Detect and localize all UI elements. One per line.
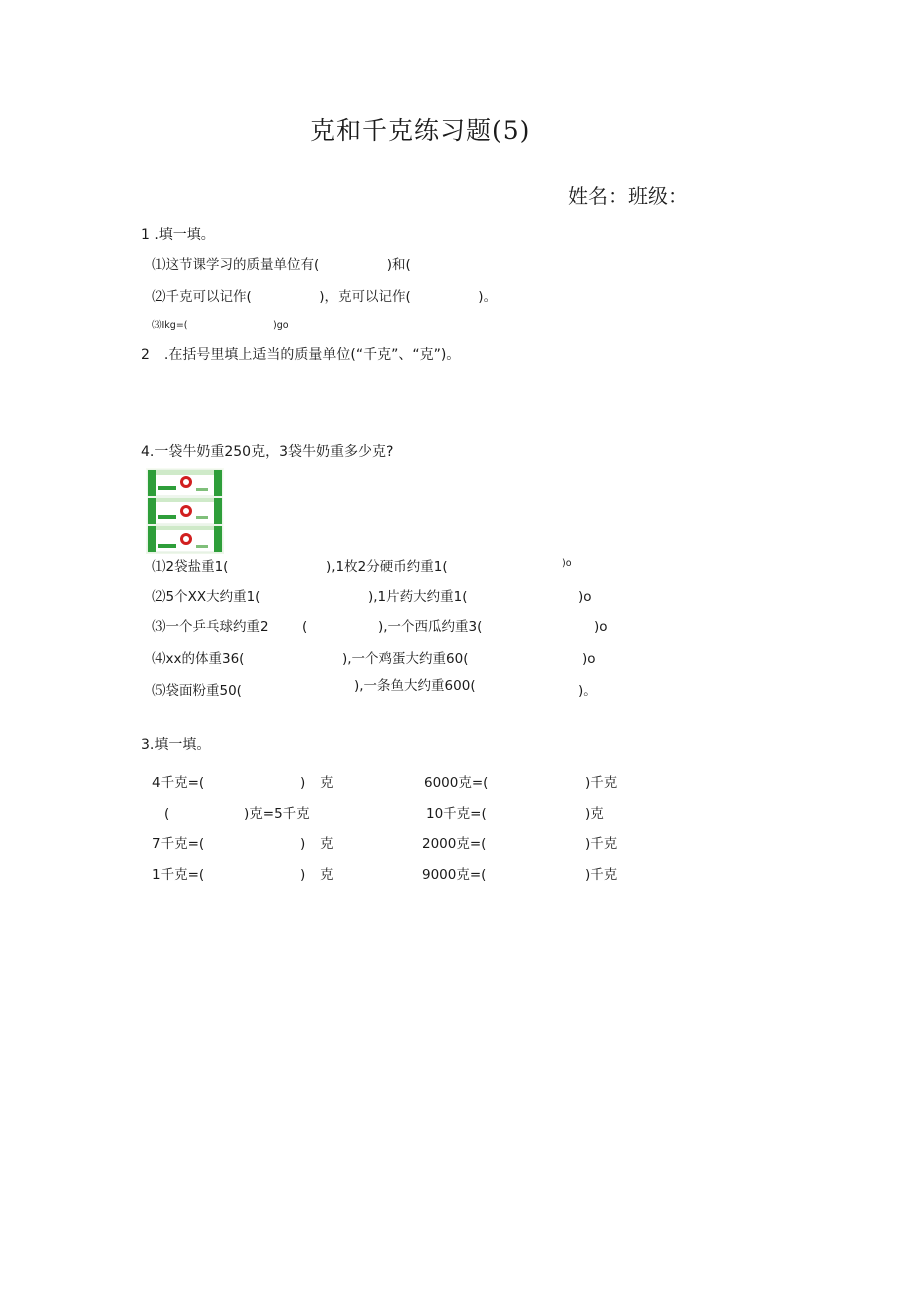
q4-row-2-b: ),1片药大约重1( [368, 589, 468, 605]
q3-row-2-left-a: ( [164, 806, 170, 822]
q2-heading: 2 .在括号里填上适当的质量单位(“千克”、“克”)。 [141, 347, 461, 363]
q4-row-3-c: ),一个西瓜约重3( [378, 619, 483, 635]
q3-row-1-right-a: 6000克=( [424, 775, 489, 791]
q3-row-3-left-b: ) [300, 836, 306, 852]
q4-row-4-a: ⑷xx的体重36( [152, 651, 245, 667]
q3-row-3-right-b: )千克 [585, 836, 618, 852]
q4-heading: 4.一袋牛奶重250克，3袋牛奶重多少克? [141, 444, 394, 460]
q1-item-2: ⑵千克可以记作( )，克可以记作( )。 [152, 289, 498, 305]
q3-row-4-left-a: 1千克=( [152, 867, 205, 883]
q4-row-5-b: ),一条鱼大约重600( [354, 678, 476, 694]
q4-row-1-a: ⑴2袋盐重1( [152, 559, 229, 575]
q1-item-1: ⑴这节课学习的质量单位有( )和( [152, 257, 411, 273]
q4-row-2-a: ⑵5个XX大约重1( [152, 589, 261, 605]
q3-row-3-left-a: 7千克=( [152, 836, 205, 852]
q4-row-1-c: )o [562, 558, 572, 569]
q1-heading: 1 .填一填。 [141, 227, 215, 243]
q4-row-1-b: ),1枚2分硬币约重1( [326, 559, 448, 575]
q4-row-5-a: ⑸袋面粉重50( [152, 683, 242, 699]
q3-row-1-right-b: )千克 [585, 775, 618, 791]
q4-row-3-a: ⑶一个乒乓球约重2 [152, 619, 269, 635]
q3-row-4-right-a: 9000克=( [422, 867, 487, 883]
q1-item-3: ⑶Ikg=( )go [152, 320, 289, 331]
q4-row-3-d: )o [594, 619, 608, 635]
page-title: 克和千克练习题(5) [310, 116, 531, 145]
q4-row-4-c: )o [582, 651, 596, 667]
q4-row-5-c: )。 [578, 683, 597, 699]
milk-bags-image [146, 468, 224, 554]
q3-row-1-left-c: 克 [320, 775, 334, 791]
q3-row-1-left-b: ) [300, 775, 306, 791]
q4-row-2-c: )o [578, 589, 592, 605]
q3-row-2-left-b: )克=5千克 [244, 806, 310, 822]
name-class-label: 姓名：班级： [568, 184, 688, 208]
q3-row-3-left-c: 克 [320, 836, 334, 852]
q4-row-3-b: ( [302, 619, 308, 635]
q3-row-1-left-a: 4千克=( [152, 775, 205, 791]
q3-row-4-left-b: ) [300, 867, 306, 883]
q3-row-2-right-b: )克 [585, 806, 604, 822]
q3-row-3-right-a: 2000克=( [422, 836, 487, 852]
q3-row-4-right-b: )千克 [585, 867, 618, 883]
q3-row-2-right-a: 10千克=( [426, 806, 487, 822]
q3-row-4-left-c: 克 [320, 867, 334, 883]
q4-row-4-b: ),一个鸡蛋大约重60( [342, 651, 469, 667]
q3-heading: 3.填一填。 [141, 737, 211, 753]
